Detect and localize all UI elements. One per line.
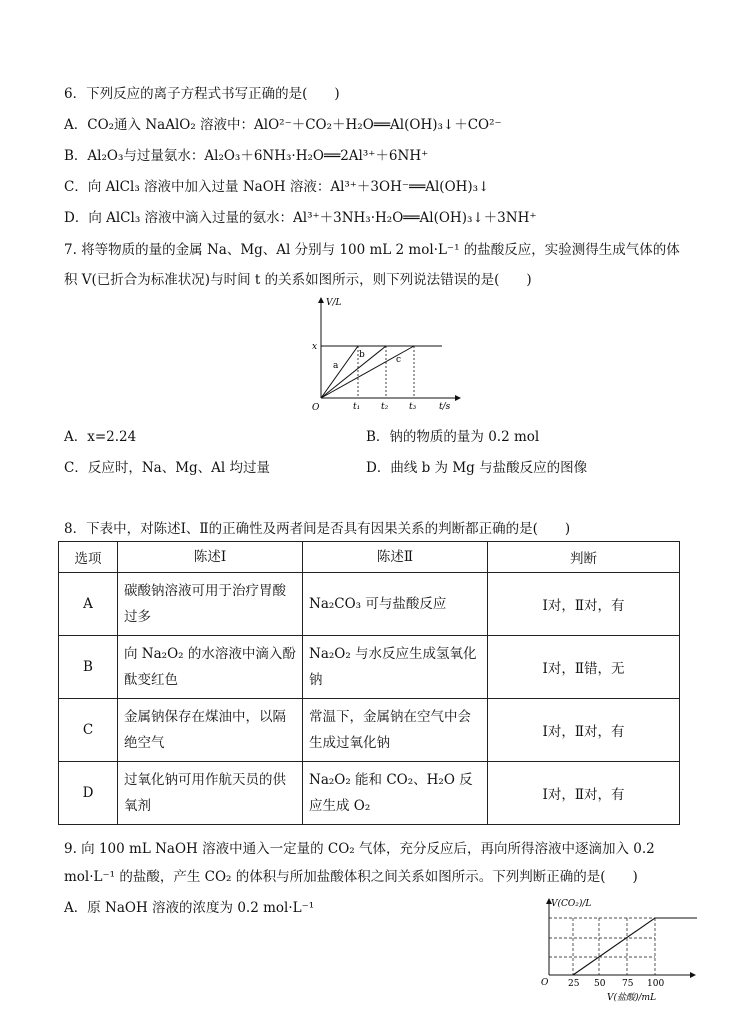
q6-stem: 6．下列反应的离子方程式书写正确的是( ) <box>64 86 340 102</box>
table-row <box>59 762 680 825</box>
table-header-row <box>59 542 680 573</box>
q7-x-level-label: x <box>312 342 318 352</box>
q7-y-label: V/L <box>326 298 342 308</box>
q9-stem-line2: mol·L⁻¹ 的盐酸，产生 CO₂ 的体积与所加盐酸体积之间关系如图所示。下列判断正确的是( ) <box>64 869 638 885</box>
q9-y-label: V(CO₂)/L <box>551 899 592 909</box>
q7-x-label: t/s <box>439 402 451 412</box>
q7-option-a: A．x=2.24 <box>64 429 137 445</box>
row-statement-1: 金属钠保存在煤油中，以隔绝空气 <box>118 699 303 762</box>
row-option: A <box>59 573 118 636</box>
q7-stem-line1: 7. 将等物质的量的金属 Na、Mg、Al 分别与 100 mL 2 mol·L⁻¹ 的盐酸反应，实验测得生成气体的体 <box>64 242 680 258</box>
row-statement-2: 常温下，金属钠在空气中会生成过氧化钠 <box>303 699 488 762</box>
header-statement-2: 陈述Ⅱ <box>303 542 488 573</box>
q9-graph <box>535 893 705 1005</box>
q9-option-a: A．原 NaOH 溶液的浓度为 0.2 mol·L⁻¹ <box>64 900 315 916</box>
q7-graph <box>300 292 470 414</box>
q8-stem: 8．下表中，对陈述Ⅰ、Ⅱ的正确性及两者间是否具有因果关系的判断都正确的是( ) <box>64 521 571 537</box>
q7-t3-label: t₃ <box>409 402 417 412</box>
q8-table <box>58 541 680 825</box>
q6-option-c: C．向 AlCl₃ 溶液中加入过量 NaOH 溶液：Al³⁺＋3OH⁻══Al(OH)₃↓ <box>64 179 490 195</box>
q9-stem-line1: 9. 向 100 mL NaOH 溶液中通入一定量的 CO₂ 气体，充分反应后，再向所得溶液中逐滴加入 0.2 <box>64 841 655 857</box>
row-judgement: Ⅰ对，Ⅱ对，有 <box>488 762 680 825</box>
q7-option-d: D．曲线 b 为 Mg 与盐酸反应的图像 <box>366 460 588 476</box>
q9-x-label: V(盐酸)/mL <box>607 993 657 1003</box>
table-row <box>59 699 680 762</box>
row-judgement: Ⅰ对，Ⅱ对，有 <box>488 699 680 762</box>
header-statement-1: 陈述Ⅰ <box>118 542 303 573</box>
header-option: 选项 <box>59 542 118 573</box>
q9-gas-curve <box>573 918 697 975</box>
q6-option-a: A．CO₂通入 NaAlO₂ 溶液中：AlO²⁻＋CO₂＋H₂O══Al(OH)₃↓＋CO²⁻ <box>64 117 502 133</box>
row-statement-2: Na₂CO₃ 可与盐酸反应 <box>303 573 488 636</box>
row-option: C <box>59 699 118 762</box>
q7-origin-label: O <box>312 403 320 413</box>
q7-t1-label: t₁ <box>353 402 361 412</box>
q9-tick-25: 25 <box>568 979 580 989</box>
row-judgement: Ⅰ对，Ⅱ对，有 <box>488 573 680 636</box>
q9-tick-75: 75 <box>622 979 634 989</box>
q7-curve-b-label: b <box>359 350 365 360</box>
row-statement-1: 碳酸钠溶液可用于治疗胃酸过多 <box>118 573 303 636</box>
q9-origin-label: O <box>541 978 549 988</box>
q7-curve-c-label: c <box>396 355 402 365</box>
q7-curve-c <box>321 346 414 398</box>
row-statement-1: 向 Na₂O₂ 的水溶液中滴入酚酞变红色 <box>118 636 303 699</box>
row-statement-2: Na₂O₂ 能和 CO₂、H₂O 反应生成 O₂ <box>303 762 488 825</box>
q7-curve-a <box>321 346 358 398</box>
table-row <box>59 573 680 636</box>
row-judgement: Ⅰ对，Ⅱ错，无 <box>488 636 680 699</box>
q7-curve-b <box>321 346 386 398</box>
table-row <box>59 636 680 699</box>
q7-t2-label: t₂ <box>381 402 389 412</box>
q9-tick-100: 100 <box>647 979 665 989</box>
header-judgement: 判断 <box>488 542 680 573</box>
q7-option-b: B．钠的物质的量为 0.2 mol <box>366 429 540 445</box>
row-option: D <box>59 762 118 825</box>
q9-tick-50: 50 <box>594 979 606 989</box>
row-statement-1: 过氧化钠可用作航天员的供氧剂 <box>118 762 303 825</box>
q7-option-c: C．反应时，Na、Mg、Al 均过量 <box>64 460 271 476</box>
q6-option-b: B．Al₂O₃与过量氨水：Al₂O₃＋6NH₃·H₂O══2Al³⁺＋6NH⁺ <box>64 148 429 164</box>
q7-stem-line2: 积 V(已折合为标准状况)与时间 t 的关系如图所示，则下列说法错误的是( ) <box>64 272 532 288</box>
row-option: B <box>59 636 118 699</box>
row-statement-2: Na₂O₂ 与水反应生成氢氧化钠 <box>303 636 488 699</box>
q6-option-d: D．向 AlCl₃ 溶液中滴入过量的氨水：Al³⁺＋3NH₃·H₂O══Al(OH)₃↓＋3NH⁺ <box>64 210 537 226</box>
q7-curve-a-label: a <box>333 361 339 371</box>
